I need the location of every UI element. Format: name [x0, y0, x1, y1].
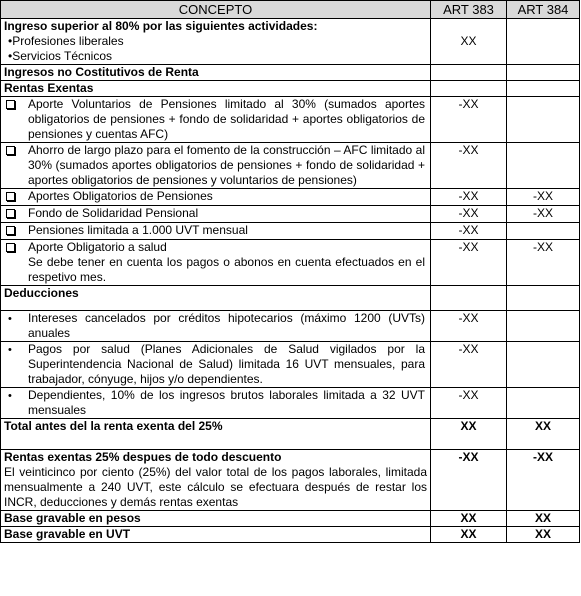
section-title: Total antes del la renta exenta del 25%	[1, 419, 431, 450]
art383-cell: XX	[431, 419, 507, 450]
art384-cell	[507, 223, 580, 240]
art384-cell	[507, 388, 580, 419]
concept-cell	[1, 342, 431, 388]
item-text: Ahorro de largo plazo para el fomento de la construcción – AFC limitado al 30% (sumados aportes obligatorios de pensiones + fondo de solidaridad + aportes obligatorios de pensiones y voluntarios de pensiones)	[28, 143, 425, 187]
art383-cell: -XX	[431, 311, 507, 342]
art384-cell	[507, 81, 580, 97]
section-title: Ingresos no Costitutivos de Renta	[1, 65, 431, 81]
art383-cell	[431, 65, 507, 81]
table-row	[1, 342, 580, 388]
table-row	[1, 65, 580, 81]
art383-cell: -XX	[431, 223, 507, 240]
item-text: Fondo de Solidaridad Pensional	[28, 206, 199, 220]
bullet-icon: •	[8, 344, 12, 356]
art383-cell: -XX	[431, 342, 507, 388]
table-row	[1, 143, 580, 189]
item-text: Pensiones limitada a 1.000 UVT mensual	[28, 223, 248, 237]
table-row	[1, 311, 580, 342]
concept-cell	[1, 19, 431, 65]
art384-cell	[507, 19, 580, 65]
art384-cell: XX	[507, 419, 580, 450]
concept-cell	[1, 97, 431, 143]
item-text: El veinticinco por ciento (25%) del valor total de los pagos laborales, limitada mensualmente a 240 UVT, este cálculo se efectuara después de restar los INCR, deducciones y demás rentas exentas	[4, 465, 427, 509]
art383-cell: -XX	[431, 450, 507, 511]
art383-cell: XX	[431, 527, 507, 543]
table-row	[1, 286, 580, 311]
checkbox-icon	[6, 146, 15, 155]
list-item: •Servicios Técnicos	[8, 49, 113, 63]
concept-cell	[1, 311, 431, 342]
item-text: Pagos por salud (Planes Adicionales de Salud vigilados por la Superintendencia Nacional de Salud) limitada 16 UVT mensuales, para trabajador, cónyuge, hijos y/o dependientes.	[28, 342, 425, 386]
art383-cell	[431, 286, 507, 311]
concept-cell	[1, 206, 431, 223]
table-row	[1, 206, 580, 223]
table-row	[1, 511, 580, 527]
art384-cell	[507, 65, 580, 81]
item-text: Dependientes, 10% de los ingresos brutos laborales limitada a 32 UVT mensuales	[28, 388, 425, 417]
art384-cell: XX	[507, 527, 580, 543]
art383-cell: -XX	[431, 388, 507, 419]
checkbox-icon	[6, 243, 15, 252]
table-row	[1, 223, 580, 240]
table-row	[1, 19, 580, 65]
bullet-icon: •	[8, 390, 12, 402]
table-row	[1, 527, 580, 543]
concept-cell	[1, 388, 431, 419]
concept-cell	[1, 450, 431, 511]
checkbox-icon	[6, 226, 15, 235]
art384-cell	[507, 342, 580, 388]
item-text: Aporte Obligatorio a salud Se debe tener en cuenta los pagos o abonos en cuenta efectuados en el respetivo mes.	[28, 240, 425, 284]
section-title: Rentas Exentas	[1, 81, 431, 97]
checkbox-icon	[6, 192, 15, 201]
concept-cell	[1, 240, 431, 286]
art383-cell: -XX	[431, 206, 507, 223]
concept-cell	[1, 189, 431, 206]
item-text: Aporte Voluntarios de Pensiones limitado al 30% (sumados aportes obligatorios de pensiones + fondo de solidaridad + aportes obligatorios de pensiones y cuentas AFC)	[28, 97, 425, 141]
art384-cell: -XX	[507, 450, 580, 511]
art383-cell: -XX	[431, 240, 507, 286]
art383-cell	[431, 81, 507, 97]
table-row	[1, 450, 580, 511]
item-text: Intereses cancelados por créditos hipotecarios (máximo 1200 (UVTs) anuales	[28, 311, 425, 340]
art384-cell	[507, 143, 580, 189]
header-art383: ART 383	[431, 1, 507, 19]
art384-cell: -XX	[507, 206, 580, 223]
list-item: •Profesiones liberales	[8, 34, 124, 48]
art384-cell: -XX	[507, 189, 580, 206]
table-row	[1, 97, 580, 143]
art384-cell	[507, 97, 580, 143]
art383-cell: -XX	[431, 189, 507, 206]
table-row	[1, 240, 580, 286]
header-row	[1, 1, 580, 19]
section-title: Deducciones	[1, 286, 431, 311]
art383-cell: -XX	[431, 143, 507, 189]
section-title: Base gravable en pesos	[1, 511, 431, 527]
checkbox-icon	[6, 100, 15, 109]
section-title: Rentas exentas 25% despues de todo descuento	[4, 450, 282, 464]
table-row	[1, 189, 580, 206]
art384-cell	[507, 286, 580, 311]
art383-cell: XX	[431, 511, 507, 527]
art384-cell: XX	[507, 511, 580, 527]
concept-cell	[1, 143, 431, 189]
section-title: Ingreso superior al 80% por las siguientes actividades:	[4, 19, 318, 33]
bullet-icon: •	[8, 313, 12, 325]
table-row	[1, 81, 580, 97]
concept-cell	[1, 223, 431, 240]
section-title: Base gravable en UVT	[1, 527, 431, 543]
header-concepto: CONCEPTO	[1, 1, 431, 19]
header-art384: ART 384	[507, 1, 580, 19]
art384-cell	[507, 311, 580, 342]
table-row	[1, 388, 580, 419]
art384-cell: -XX	[507, 240, 580, 286]
checkbox-icon	[6, 209, 15, 218]
item-text: Aportes Obligatorios de Pensiones	[28, 189, 213, 203]
table-row	[1, 419, 580, 450]
art383-cell: XX	[431, 19, 507, 65]
art383-cell: -XX	[431, 97, 507, 143]
